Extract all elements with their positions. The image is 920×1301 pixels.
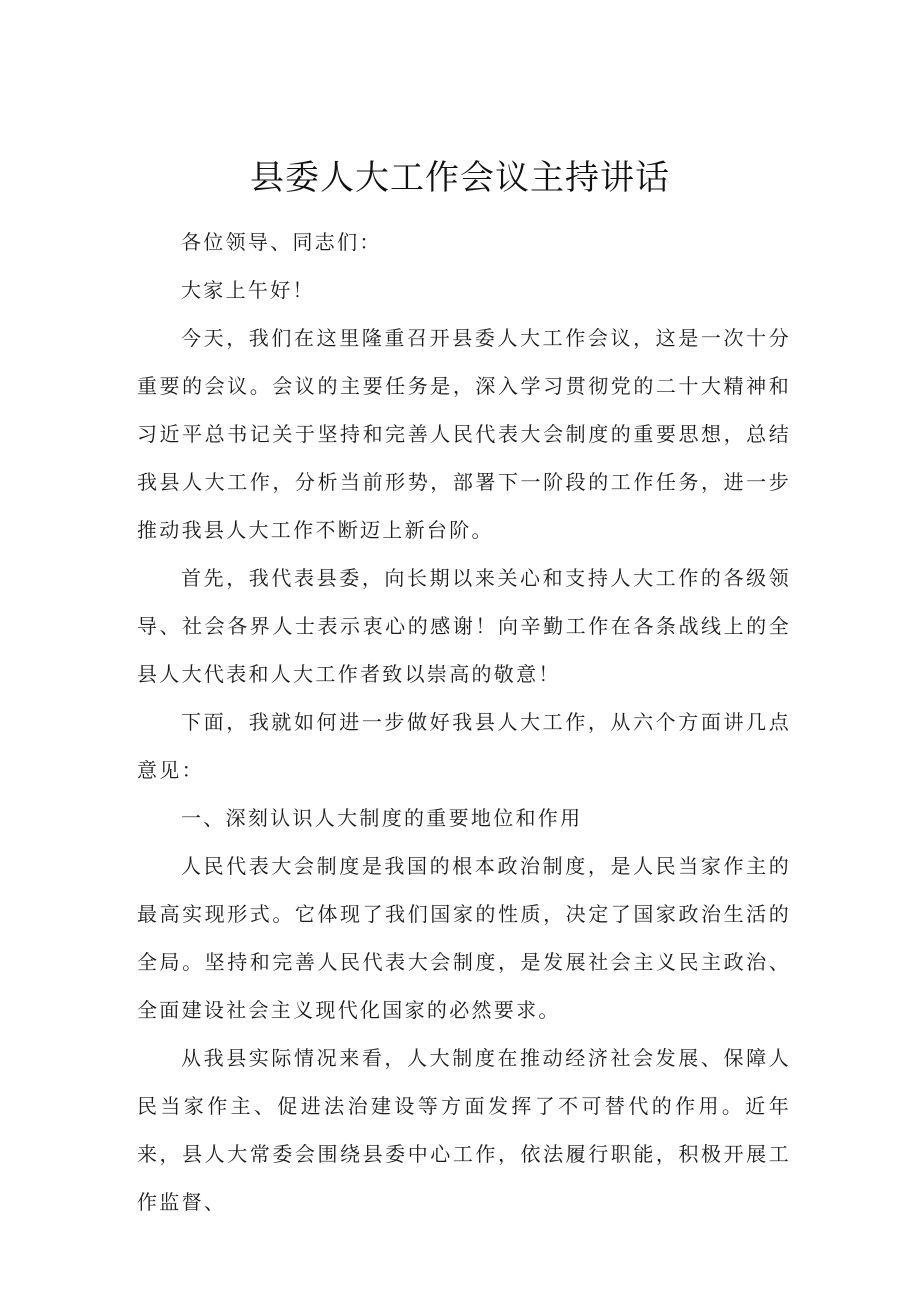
salutation-paragraph: 大家上午好！: [181, 278, 315, 302]
intro-paragraph: 今天，我们在这里隆重召开县委人大工作会议，这是一次十分重要的会议。会议的主要任务是，深入学习贯彻党的二十大精神和习近平总书记关于坚持和完善人民代表大会制度的重要思想，总结我县人大工作，分析当前形势，部署下一阶段的工作任务，进一步推动我县人大工作不断迈上新台阶。: [137, 326, 791, 542]
document-title: 县委人大工作会议主持讲话: [250, 158, 670, 198]
body-paragraph: 从我县实际情况来看，人大制度在推动经济社会发展、保障人民当家作主、促进法治建设等方面发挥了不可替代的作用。近年来，县人大常委会围绕县委中心工作，依法履行职能，积极开展工作监督、: [137, 1046, 791, 1214]
thanks-paragraph: 首先，我代表县委，向长期以来关心和支持人大工作的各级领导、社会各界人士表示衷心的感谢！向辛勤工作在各条战线上的全县人大代表和人大工作者致以崇高的敬意！: [137, 566, 791, 686]
greeting-paragraph: 各位领导、同志们：: [181, 230, 382, 254]
outline-paragraph: 下面，我就如何进一步做好我县人大工作，从六个方面讲几点意见：: [137, 710, 791, 782]
section-heading-1: 一、深刻认识人大制度的重要地位和作用: [181, 806, 583, 830]
body-paragraph: 人民代表大会制度是我国的根本政治制度，是人民当家作主的最高实现形式。它体现了我们国家的性质，决定了国家政治生活的全局。坚持和完善人民代表大会制度，是发展社会主义民主政治、全面建设社会主义现代化国家的必然要求。: [137, 854, 791, 1022]
document-body: [137, 218, 791, 1226]
